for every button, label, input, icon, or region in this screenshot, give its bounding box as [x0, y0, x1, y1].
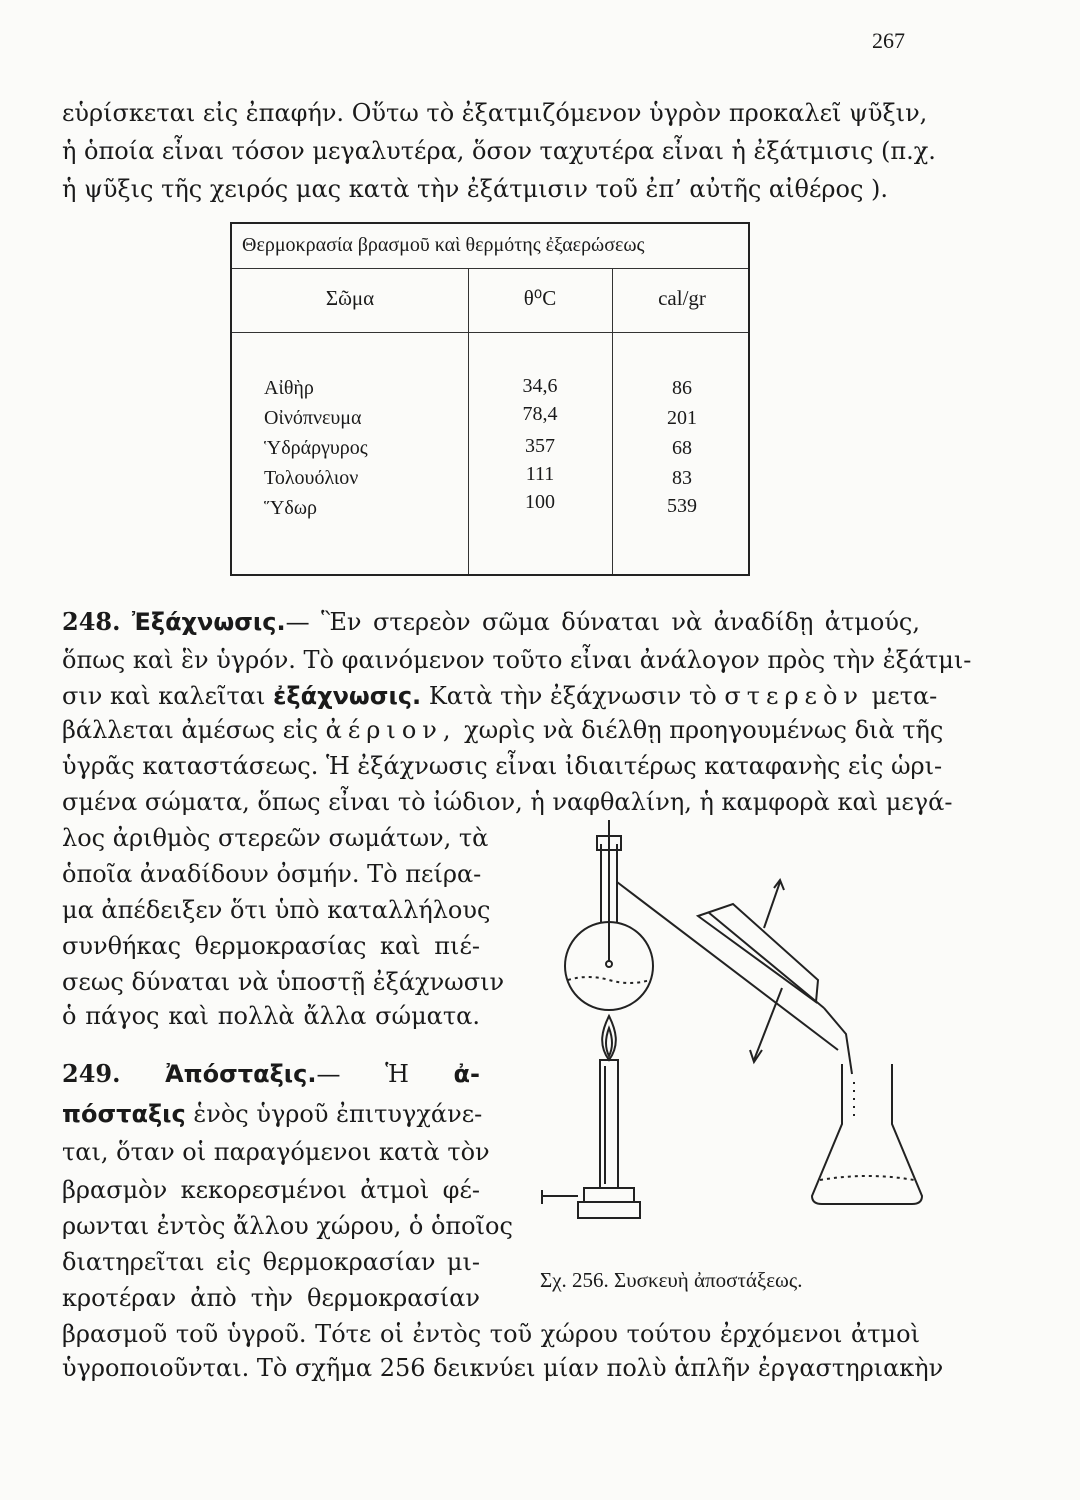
page-number: 267 [872, 28, 905, 53]
cell-heat: 68 [672, 437, 692, 459]
condenser-inner-tube [708, 912, 824, 1008]
section-248-line: συνθήκας θερμοκρασίας καὶ πιέ- [62, 932, 480, 960]
cell-substance: Ὕδωρ [264, 497, 317, 519]
coolant-outlet [764, 882, 780, 928]
intro-line: εὑρίσκεται εἰς ἐπαφήν. Οὕτω τὸ ἐξατμιζόμενον ὑγρὸν προκαλεῖ ψῦξιν, [62, 99, 928, 127]
distillation-apparatus-figure [528, 820, 928, 1260]
cell-temperature: 111 [525, 463, 555, 485]
section-title: Ἀπόσταξις. [165, 1060, 317, 1088]
boiling-point-table [230, 222, 750, 576]
section-248-line: ὅπως καὶ ἓν ὑγρόν. Τὸ φαινόμενον τοῦτο εἶναι ἀνάλογον πρὸς τὴν ἐξάτμι- [62, 646, 972, 674]
cell-heat: 86 [672, 377, 692, 399]
intro-line: ἡ ψῦξις τῆς χειρός μας κατὰ τὴν ἐξάτμισιν τοῦ ἐπ’ αὐτῆς αἰθέρος ). [62, 175, 889, 203]
burner-tube [600, 1060, 618, 1188]
section-248-line: ὁ πάγος καὶ πολλὰ ἄλλα σώματα. [62, 1002, 480, 1030]
text-span: — Ἡ [316, 1060, 409, 1088]
intro-line: ἡ ὁποία εἶναι τόσον μεγαλυτέρα, ὅσον ταχυτέρα εἶναι ἡ ἐξάτμισις (π.χ. [62, 137, 936, 165]
section-249-line: κροτέραν ἀπὸ τὴν θερμοκρασίαν [62, 1284, 480, 1312]
table-column-rule [612, 268, 613, 574]
section-248-line [62, 680, 938, 712]
section-248-line: μα ἀπέδειξεν ὅτι ὑπὸ καταλλήλους [62, 896, 491, 924]
cell-heat: 83 [672, 467, 692, 489]
cell-substance: Οἰνόπνευμα [264, 407, 362, 429]
receiving-flask [812, 1064, 922, 1204]
section-title: Ἐξάχνωσις. [131, 608, 286, 636]
section-248-line [62, 714, 944, 746]
cell-temperature: 34,6 [522, 375, 558, 397]
section-248-line: λος ἀριθμὸς στερεῶν σωμάτων, τὰ [62, 824, 489, 852]
section-249-line [62, 1098, 483, 1130]
section-249-line: διατηρεῖται εἰς θερμοκρασίαν μι- [62, 1248, 480, 1276]
cell-substance: Τολουόλιον [264, 467, 359, 489]
text-span: σιν καὶ καλεῖται [62, 682, 266, 710]
spaced-term: ἀέριον, [325, 716, 457, 744]
cell-heat: 539 [667, 495, 697, 517]
section-248-line: σμένα σώματα, ὅπως εἶναι τὸ ἰώδιον, ἡ ναφθαλίνη, ἡ καμφορὰ καὶ μεγά- [62, 788, 953, 816]
table-rule [232, 332, 748, 333]
stand-foot [584, 1188, 634, 1202]
section-248-line: ὑγρᾶς καταστάσεως. Ἡ ἐξάχνωσις εἶναι ἰδιαιτέρως καταφανὴς εἰς ὡρι- [62, 752, 943, 780]
stand-base [578, 1202, 640, 1218]
section-number: 249. [62, 1059, 121, 1088]
header-temperature: θ⁰C [523, 286, 557, 310]
burner-flame [602, 1016, 616, 1060]
section-249-line: ται, ὅταν οἱ παραγόμενοι κατὰ τὸν [62, 1138, 490, 1166]
gas-inlet [542, 1190, 578, 1204]
cell-temperature: 100 [525, 491, 555, 513]
spaced-term: στερεὸν [724, 682, 865, 710]
flask-liquid-surface [568, 977, 650, 983]
text-span: χωρὶς νὰ διέλθῃ προηγουμένως διὰ τῆς [464, 716, 944, 744]
table-column-rule [468, 268, 469, 574]
term-distillation: ἀ- [453, 1060, 480, 1088]
receiving-flask-liquid [820, 1176, 914, 1180]
burner-flame-inner [606, 1028, 612, 1056]
section-248-line [62, 606, 920, 638]
header-heat: cal/gr [658, 286, 706, 310]
cell-heat: 201 [667, 407, 697, 429]
section-249-line [62, 1058, 480, 1090]
cell-temperature: 78,4 [522, 403, 558, 425]
figure-caption: Σχ. 256. Συσκευὴ ἀποστάξεως. [540, 1268, 803, 1292]
section-249-line: βρασμὸν κεκορεσμένοι ἀτμοὶ φέ- [62, 1176, 480, 1204]
adapter-tube [824, 1008, 852, 1074]
term-sublimation: ἐξάχνωσις. [273, 682, 422, 710]
term-distillation: πόσταξις [62, 1100, 186, 1128]
section-248-line: σεως δύναται νὰ ὑποστῇ ἐξάχνωσιν [62, 968, 505, 996]
text-span: — Ἓν στερεὸν σῶμα δύναται νὰ ἀναδίδῃ ἀτμούς, [285, 608, 920, 636]
table-caption: Θερμοκρασία βρασμοῦ καὶ θερμότης ἐξαερώσεως [242, 234, 645, 256]
text-span: ἑνὸς ὑγροῦ ἐπιτυγχάνε- [193, 1100, 483, 1128]
section-248-line: ὁποῖα ἀναδίδουν ὀσμήν. Τὸ πείρα- [62, 860, 482, 888]
section-249-line: ὑγροποιοῦνται. Τὸ σχῆμα 256 δεικνύει μίαν πολὺ ἁπλῆν ἐργαστηριακὴν [62, 1354, 944, 1382]
table-rule [232, 268, 748, 269]
section-number: 248. [62, 607, 121, 636]
coolant-inlet [754, 988, 782, 1060]
cell-substance: Αἰθὴρ [264, 377, 314, 399]
header-substance: Σῶμα [325, 286, 375, 310]
text-span: Κατὰ τὴν ἐξάχνωσιν τὸ [428, 682, 717, 710]
section-249-line: ρωνται ἐντὸς ἄλλου χώρου, ὁ ὁποῖος [62, 1212, 513, 1240]
thermometer-bulb [606, 961, 612, 967]
flask-side-arm [617, 882, 838, 1050]
cell-temperature: 357 [525, 435, 555, 457]
text-span: μετα- [871, 682, 938, 710]
section-249-line: βρασμοῦ τοῦ ὑγροῦ. Τότε οἱ ἐντὸς τοῦ χώρου τούτου ἐρχόμενοι ἀτμοὶ [62, 1320, 920, 1348]
cell-substance: Ὑδράργυρος [264, 437, 368, 459]
text-span: βάλλεται ἀμέσως εἰς [62, 716, 319, 744]
